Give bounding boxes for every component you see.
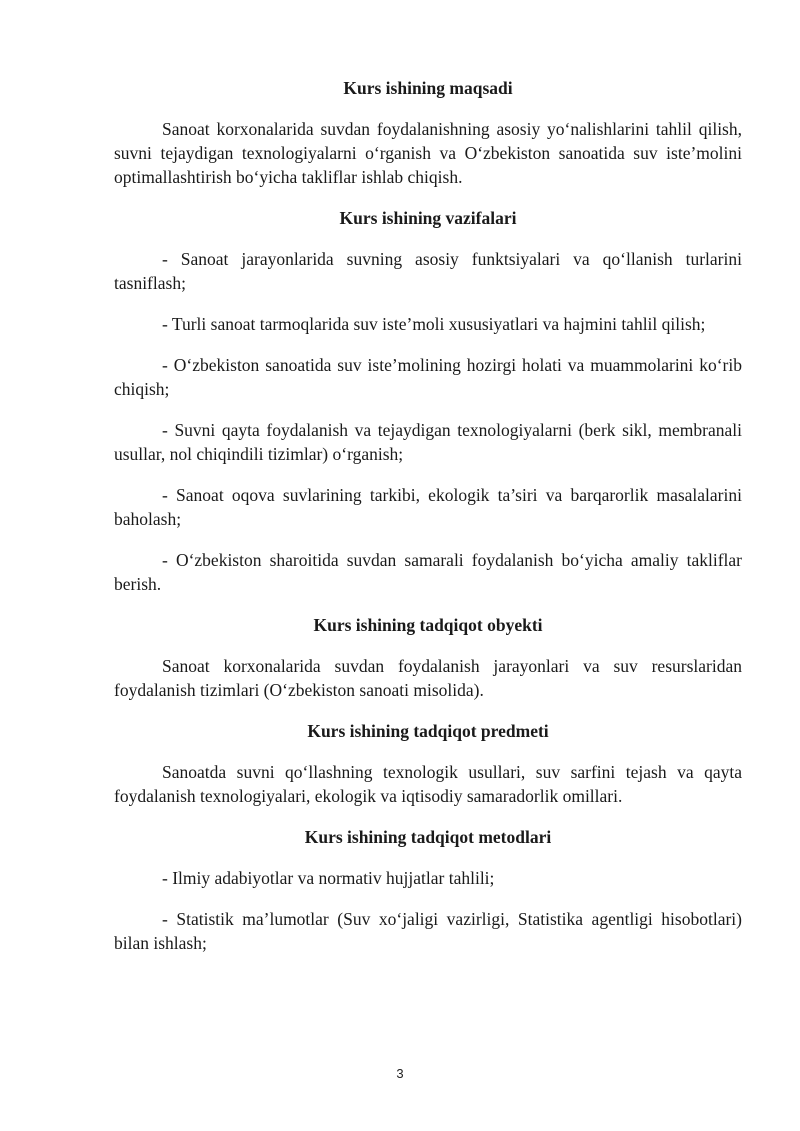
page-number: 3 (396, 1066, 404, 1081)
paragraph-obyekt: Sanoat korxonalarida suvdan foydalanish jarayonlari va suv resurslaridan foydalanish tizimlari (O‘zbekiston sanoati misolida). (114, 656, 742, 700)
section-heading-maqsad: Kurs ishining maqsadi (343, 78, 513, 98)
section-heading-predmet: Kurs ishining tadqiqot predmeti (307, 721, 549, 741)
paragraph-maqsad: Sanoat korxonalarida suvdan foydalanishning asosiy yo‘nalishlarini tahlil qilish, suvni tejaydigan texnologiyalarni o‘rganish va O‘zbekiston sanoatida suv iste’molini optimallashtirish bo‘yicha takliflar ishlab chiqish. (114, 119, 742, 187)
list-item-vazifa-3: - O‘zbekiston sanoatida suv iste’molining hozirgi holati va muammolarini ko‘rib chiqish; (114, 355, 742, 399)
list-item-vazifa-2: - Turli sanoat tarmoqlarida suv iste’moli xususiyatlari va hajmini tahlil qilish; (162, 314, 706, 334)
document-page (114, 76, 742, 955)
list-item-vazifa-6: - O‘zbekiston sharoitida suvdan samarali foydalanish bo‘yicha amaliy takliflar berish. (114, 550, 742, 594)
list-item-vazifa-5: - Sanoat oqova suvlarining tarkibi, ekologik ta’siri va barqarorlik masalalarini baholash; (114, 485, 742, 529)
paragraph-predmet: Sanoatda suvni qo‘llashning texnologik usullari, suv sarfini tejash va qayta foydalanish texnologiyalari, ekologik va iqtisodiy samaradorlik omillari. (114, 762, 742, 806)
list-item-metod-2: - Statistik ma’lumotlar (Suv xo‘jaligi vazirligi, Statistika agentligi hisobotlari) bilan ishlash; (114, 909, 742, 953)
list-item-vazifa-1: - Sanoat jarayonlarida suvning asosiy funktsiyalari va qo‘llanish turlarini tasniflash; (114, 249, 742, 293)
section-heading-vazifalar: Kurs ishining vazifalari (339, 208, 517, 228)
section-heading-metodlar: Kurs ishining tadqiqot metodlari (304, 827, 552, 847)
list-item-vazifa-4: - Suvni qayta foydalanish va tejaydigan texnologiyalarni (berk sikl, membranali usullar, nol chiqindili tizimlar) o‘rganish; (114, 420, 742, 464)
section-heading-obyekt: Kurs ishining tadqiqot obyekti (313, 615, 543, 635)
list-item-metod-1: - Ilmiy adabiyotlar va normativ hujjatlar tahlili; (162, 868, 495, 888)
